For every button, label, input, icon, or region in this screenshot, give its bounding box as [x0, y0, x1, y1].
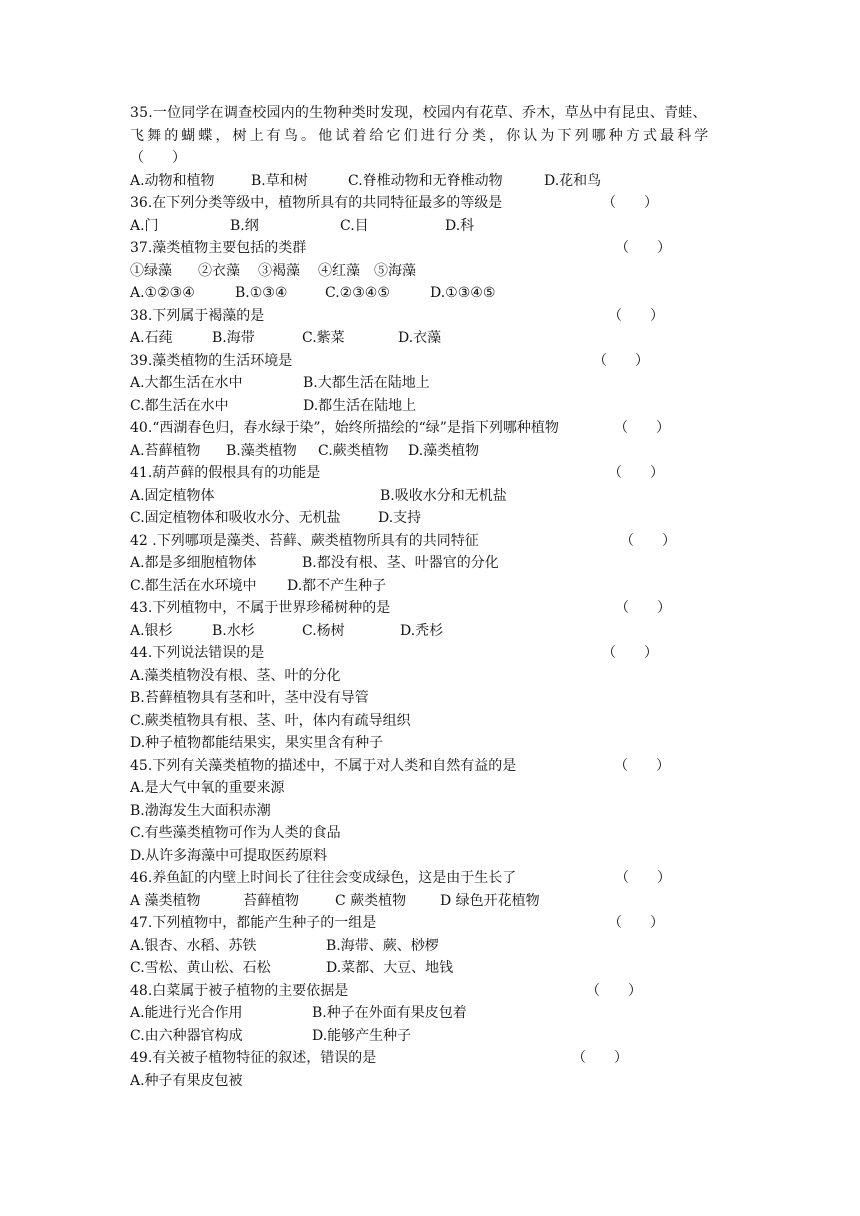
option-a: A.苔藓植物: [130, 442, 201, 459]
question-stem: 42 .下列哪项是藻类、苔藓、蕨类植物所具有的共同特征: [130, 532, 479, 549]
option-a: A.是大气中氧的重要来源: [130, 780, 285, 796]
option-c: C.杨树: [302, 622, 345, 639]
option-a: A.银杉: [130, 622, 173, 639]
option-b: B.渤海发生大面积赤潮: [130, 802, 271, 819]
q48-stem-row: [130, 980, 732, 1003]
answer-paren: （ ）: [615, 600, 671, 616]
q46-options: [130, 890, 732, 913]
q37-options: [130, 282, 732, 305]
option-c: C.蕨类植物: [318, 442, 389, 459]
option-c: C.有些藻类植物可作为人类的食品: [130, 825, 341, 841]
option-c: C.固定植物体和吸收水分、无机盐: [130, 510, 341, 526]
question-sheet: [130, 102, 732, 1092]
option-b: B.大都生活在陆地上: [303, 375, 430, 391]
q41-options-cd: [130, 507, 732, 530]
option-b: B.种子在外面有果皮包着: [312, 1005, 467, 1021]
q43-stem-row: [130, 597, 732, 620]
q37-items: [130, 260, 732, 283]
option-a: A.种子有果皮包被: [130, 1072, 243, 1089]
answer-paren: （ ）: [130, 150, 186, 166]
option-d: D.藻类植物: [408, 442, 480, 459]
question-stem: 44.下列说法错误的是: [130, 645, 265, 661]
option-b: B.水杉: [212, 622, 255, 639]
item-4: ④红藻: [318, 262, 360, 279]
q35-options: [130, 170, 732, 193]
option-d: D.花和鸟: [544, 172, 602, 189]
answer-paren: （ ）: [615, 870, 671, 886]
q36-options: [130, 215, 732, 238]
question-stem: 36.在下列分类等级中，植物所具有的共同特征最多的等级是: [130, 195, 503, 211]
q47-stem-row: [130, 912, 732, 935]
option-b: B.海带、蕨、桫椤: [326, 937, 439, 954]
option-b: B.吸收水分和无机盐: [380, 487, 507, 504]
option-a: A.固定植物体: [130, 487, 215, 504]
item-1: ①绿藻: [130, 262, 172, 279]
q39-stem-row: [130, 350, 732, 373]
answer-paren: （ ）: [586, 982, 642, 999]
q39-options-ab: [130, 372, 732, 395]
option-d: D.都生活在陆地上: [303, 397, 417, 414]
q42-options-ab: [130, 552, 732, 575]
item-3: ③褐藻: [258, 262, 300, 279]
q47-options-ab: [130, 935, 732, 958]
option-d: D.①③④⑤: [430, 285, 496, 301]
q41-stem-row: [130, 462, 732, 485]
q47-options-cd: [130, 957, 732, 980]
question-stem: 47.下列植物中，都能产生种子的一组是: [130, 915, 377, 931]
answer-paren: （ ）: [608, 307, 664, 324]
question-stem: 45.下列有关藻类植物的描述中，不属于对人类和自然有益的是: [130, 757, 517, 774]
option-d: D 绿色开花植物: [440, 892, 540, 909]
item-5: ⑤海藻: [374, 262, 416, 279]
q35-stem-line1: 35.一位同学在调查校园内的生物种类时发现，校园内有花草、乔木，草丛中有昆虫、青蛙、: [130, 105, 707, 121]
q37-stem-row: [130, 237, 732, 260]
option-b: B.海带: [212, 330, 255, 346]
option-a: A.门: [130, 217, 159, 234]
q48-options-cd: [130, 1025, 732, 1048]
answer-paren: （ ）: [615, 240, 671, 256]
option-c: C 蕨类植物: [335, 892, 407, 909]
option-d: D.从许多海藻中可提取医药原料: [130, 847, 328, 864]
option-d: D.种子植物都能结果实，果实里含有种子: [130, 735, 384, 751]
answer-paren: （ ）: [593, 352, 649, 369]
option-d: D.科: [445, 217, 475, 234]
q39-options-cd: [130, 395, 732, 418]
question-stem: 46.养鱼缸的内壁上时间长了往往会变成绿色，这是由于生长了: [130, 870, 517, 886]
q35-stem-line2: 飞舞的蝴蝶，树上有鸟。他试着给它们进行分类，你认为下列哪种方式最科学: [130, 127, 712, 144]
q41-options-ab: [130, 485, 732, 508]
option-b: B.藻类植物: [226, 442, 297, 459]
q43-options: [130, 620, 732, 643]
option-d: D.都不产生种子: [287, 577, 387, 594]
q35-paren-row: [130, 147, 732, 170]
item-2: ②衣藻: [198, 262, 240, 279]
q46-stem-row: [130, 867, 732, 890]
option-b: B.纲: [230, 217, 259, 234]
option-b: B.都没有根、茎、叶器官的分化: [302, 555, 499, 571]
q38-stem-row: [130, 305, 732, 328]
question-stem: 39.藻类植物的生活环境是: [130, 352, 293, 369]
option-a: A 藻类植物: [130, 892, 201, 909]
option-d: D.支持: [378, 510, 422, 526]
option-c: C.蕨类植物具有根、茎、叶，体内有疏导组织: [130, 712, 411, 729]
answer-paren: （ ）: [620, 532, 676, 549]
q40-stem-row: [130, 417, 732, 440]
answer-paren: （ ）: [614, 420, 670, 436]
question-stem: 43.下列植物中，不属于世界珍稀树种的是: [130, 600, 391, 616]
option-a: A.动物和植物: [130, 172, 215, 189]
option-b: B.①③④: [235, 285, 288, 301]
question-stem: 37.藻类植物主要包括的类群: [130, 240, 307, 256]
option-c: C.②③④⑤: [325, 285, 390, 301]
q42-stem-row: [130, 530, 732, 553]
option-b: B.苔藓植物具有茎和叶，茎中没有导管: [130, 690, 369, 706]
answer-paren: （ ）: [608, 465, 664, 481]
option-a: A.①②③④: [130, 285, 195, 301]
option-c: C.目: [340, 217, 369, 234]
question-stem: 38.下列属于褐藻的是: [130, 307, 265, 324]
question-stem: 41.葫芦藓的假根具有的功能是: [130, 465, 321, 481]
answer-paren: （ ）: [614, 757, 670, 774]
q38-options: [130, 327, 732, 350]
q44-stem-row: [130, 642, 732, 665]
q49-stem-row: [130, 1047, 732, 1070]
q48-options-ab: [130, 1002, 732, 1025]
option-c: C.由六种器官构成: [130, 1027, 243, 1044]
option-c: C.雪松、黄山松、石松: [130, 960, 271, 976]
q45-stem-row: [130, 755, 732, 778]
question-stem: 40.“西湖春色归，春水绿于染”，始终所描绘的“绿”是指下列哪种植物: [130, 420, 559, 436]
option-d: D.秃杉: [400, 622, 444, 639]
answer-paren: （ ）: [602, 195, 658, 211]
answer-paren: （ ）: [608, 915, 664, 931]
q36-stem-row: [130, 192, 732, 215]
option-c: C.脊椎动物和无脊椎动物: [348, 172, 503, 189]
option-a: A.都是多细胞植物体: [130, 555, 257, 571]
option-b: 苔藓植物: [243, 892, 299, 909]
option-d: D.能够产生种子: [312, 1027, 412, 1044]
option-a: A.能进行光合作用: [130, 1005, 243, 1021]
option-d: D.菜都、大豆、地钱: [326, 960, 454, 976]
q42-options-cd: [130, 575, 732, 598]
question-stem: 48.白菜属于被子植物的主要依据是: [130, 982, 349, 999]
option-a: A.银杏、水稻、苏铁: [130, 937, 257, 954]
option-a: A.大都生活在水中: [130, 375, 243, 391]
option-c: C.紫菜: [302, 330, 345, 346]
option-d: D.衣藻: [398, 330, 442, 346]
option-c: C.都生活在水中: [130, 397, 229, 414]
answer-paren: （ ）: [602, 645, 658, 661]
question-stem: 49.有关被子植物特征的叙述，错误的是: [130, 1050, 377, 1066]
q40-options: [130, 440, 732, 463]
option-a: A.石莼: [130, 330, 173, 346]
option-a: A.藻类植物没有根、茎、叶的分化: [130, 667, 341, 684]
answer-paren: （ ）: [572, 1050, 628, 1066]
option-b: B.草和树: [251, 172, 308, 189]
option-c: C.都生活在水环境中: [130, 577, 257, 594]
